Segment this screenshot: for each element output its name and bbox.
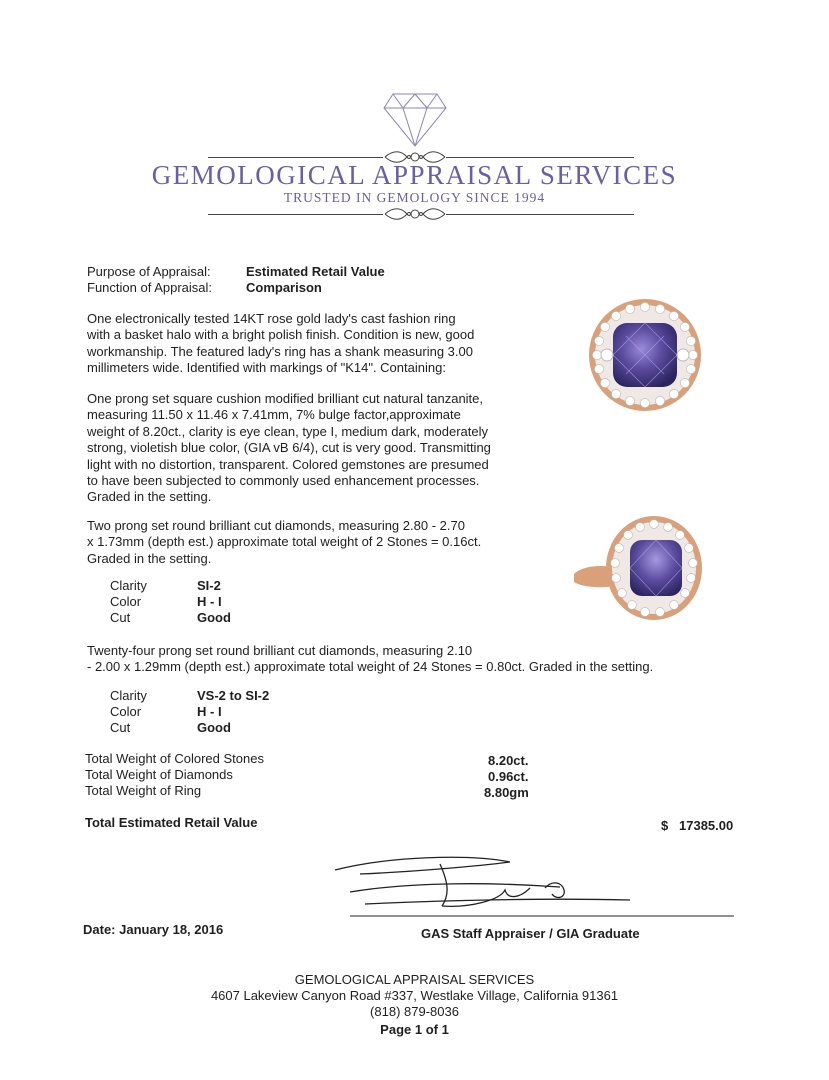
color-label: Color <box>110 704 142 719</box>
total-diamonds-value: 0.96ct. <box>488 769 529 784</box>
text-line: Twenty-four prong set round brilliant cut diamonds, measuring 2.10 <box>87 643 473 658</box>
clarity-value: VS-2 to SI-2 <box>197 688 270 703</box>
total-colored-value: 8.20ct. <box>488 753 529 768</box>
clarity-value: SI-2 <box>197 578 221 593</box>
cut-value: Good <box>197 610 231 625</box>
currency-symbol: $ <box>661 818 669 833</box>
ornament-bottom-icon <box>383 205 447 223</box>
text-line: with a basket halo with a bright polish finish. Condition is new, good <box>87 327 475 343</box>
company-tagline: TRUSTED IN GEMOLOGY SINCE 1994 <box>283 190 546 205</box>
purpose-value: Estimated Retail Value <box>246 264 385 279</box>
tanzanite-description <box>87 391 491 506</box>
text-line: light with no distortion, transparent. Colored gemstones are presumed <box>87 456 489 472</box>
text-line: One prong set square cushion modified brilliant cut natural tanzanite, <box>87 391 484 406</box>
color-value: H - I <box>197 704 222 719</box>
header-rule-top-left <box>208 157 383 158</box>
ring-top-view-image <box>586 296 704 414</box>
total-colored-label: Total Weight of Colored Stones <box>85 751 264 766</box>
text-line: millimeters wide. Identified with markings of "K14". Containing: <box>87 360 446 376</box>
total-ring-label: Total Weight of Ring <box>85 783 202 798</box>
ring-side-view-image <box>572 512 704 624</box>
text-line: Graded in the setting. <box>87 489 212 505</box>
text-line: workmanship. The featured lady's ring has a shank measuring 3.00 <box>87 343 473 359</box>
text-line: weight of 8.20ct., clarity is eye clean, type I, medium dark, moderately <box>87 423 489 439</box>
function-label: Function of Appraisal: <box>87 280 213 295</box>
retail-value-label: Total Estimated Retail Value <box>85 815 258 830</box>
color-label: Color <box>110 594 142 609</box>
page-number: Page 1 of 1 <box>380 1022 449 1037</box>
cut-label: Cut <box>110 610 131 625</box>
text-line: strong, violetish blue color, (GIA vB 6/4), cut is very good. Transmitting <box>87 440 491 456</box>
cut-label: Cut <box>110 720 131 735</box>
total-diamonds-label: Total Weight of Diamonds <box>85 767 233 782</box>
text-line: - 2.00 x 1.29mm (depth est.) approximate total weight of 24 Stones = 0.80ct. Graded in the setting. <box>87 659 654 675</box>
text-line: Two prong set round brilliant cut diamonds, measuring 2.80 - 2.70 <box>87 518 465 533</box>
appraisal-date: Date: January 18, 2016 <box>83 922 224 937</box>
cut-value: Good <box>197 720 231 735</box>
footer-phone: (818) 879-8036 <box>370 1004 459 1019</box>
appraiser-title: GAS Staff Appraiser / GIA Graduate <box>421 926 640 941</box>
text-line: Graded in the setting. <box>87 550 212 566</box>
function-value: Comparison <box>246 280 322 295</box>
purpose-label: Purpose of Appraisal: <box>87 264 211 279</box>
text-line: measuring 11.50 x 11.46 x 7.41mm, 7% bulge factor,approximate <box>87 407 461 423</box>
header-rule-bottom-right <box>446 214 634 215</box>
halo-diamonds-description <box>87 643 653 676</box>
clarity-label: Clarity <box>110 688 147 703</box>
footer-address: 4607 Lakeview Canyon Road #337, Westlake Village, California 91361 <box>210 988 619 1003</box>
ring-description <box>87 311 474 377</box>
text-line: to have been subjected to commonly used enhancement processes. <box>87 473 480 489</box>
header-rule-bottom-left <box>208 214 383 215</box>
color-value: H - I <box>197 594 222 609</box>
signature-icon <box>330 852 740 922</box>
side-diamonds-description <box>87 518 481 567</box>
company-title: GEMOLOGICAL APPRAISAL SERVICES <box>151 160 678 190</box>
footer-company: GEMOLOGICAL APPRAISAL SERVICES <box>294 972 535 987</box>
header-rule-top-right <box>446 157 634 158</box>
retail-value-amount: 17385.00 <box>679 818 734 833</box>
text-line: One electronically tested 14KT rose gold lady's cast fashion ring <box>87 311 456 326</box>
clarity-label: Clarity <box>110 578 147 593</box>
diamond-logo-icon <box>383 92 447 148</box>
total-ring-value: 8.80gm <box>484 785 529 800</box>
text-line: x 1.73mm (depth est.) approximate total weight of 2 Stones = 0.16ct. <box>87 534 482 550</box>
